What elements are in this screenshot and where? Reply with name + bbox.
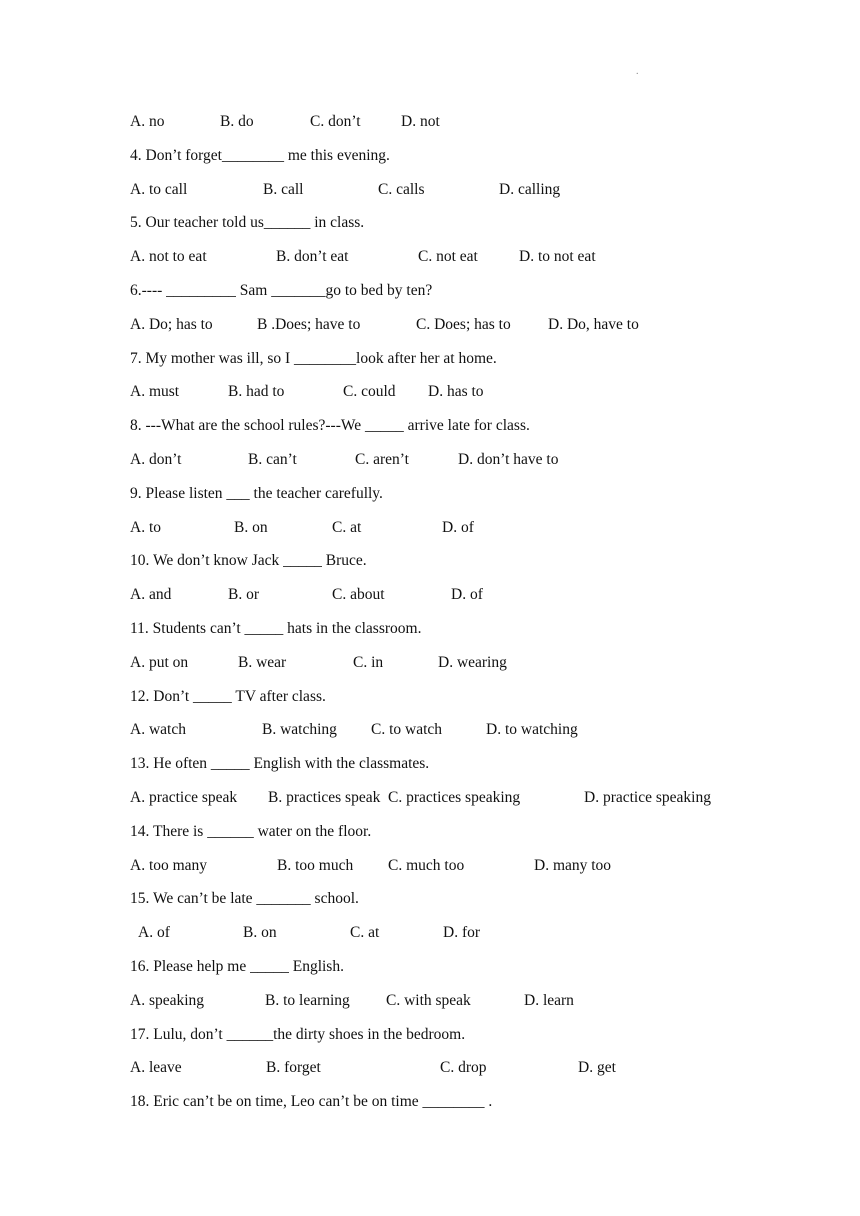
option-b: B. to learning	[265, 991, 350, 1009]
option-b: B .Does; have to	[257, 315, 361, 333]
question-text: 15. We can’t be late _______ school.	[130, 890, 359, 908]
option-d: D. of	[451, 586, 483, 604]
option-b: B. practices speak	[268, 789, 381, 806]
option-row	[130, 110, 750, 134]
option-d: D. don’t have to	[458, 451, 559, 468]
option-d: D. many too	[534, 856, 612, 874]
option-a: A. not to eat	[130, 248, 207, 266]
option-c: C. drop	[440, 1059, 487, 1077]
question-text: 17. Lulu, don’t ______the dirty shoes in the bedroom.	[130, 1025, 466, 1043]
option-b: B. watching	[262, 721, 337, 739]
option-b: B. do	[220, 113, 254, 130]
option-d: D. practice speaking	[584, 789, 711, 806]
option-a: A. speaking	[130, 991, 205, 1009]
option-d: D. not	[401, 113, 440, 130]
option-a: A. of	[138, 924, 170, 942]
option-c: C. don’t	[310, 113, 361, 130]
option-a: A. leave	[130, 1059, 182, 1077]
option-b: B. on	[243, 924, 277, 942]
option-c: C. in	[353, 653, 384, 671]
option-d: D. of	[442, 518, 474, 536]
option-a: A. watch	[130, 721, 186, 739]
option-d: D. has to	[428, 383, 484, 401]
option-row	[130, 178, 750, 202]
question-text: 5. Our teacher told us______ in class.	[130, 214, 365, 232]
option-c: C. to watch	[371, 721, 443, 739]
option-row	[130, 651, 750, 675]
option-c: C. with speak	[386, 991, 471, 1009]
option-a: A. to	[130, 518, 161, 536]
question-text: 10. We don’t know Jack _____ Bruce.	[130, 552, 367, 570]
option-d: D. to watching	[486, 721, 578, 739]
question-text: 13. He often _____ English with the classmates.	[130, 755, 430, 773]
option-d: D. wearing	[438, 653, 507, 671]
question-text: 14. There is ______ water on the floor.	[130, 822, 372, 840]
option-a: A. no	[130, 113, 165, 130]
option-c: C. much too	[388, 856, 465, 874]
option-row	[130, 718, 750, 742]
option-b: B. forget	[266, 1059, 321, 1077]
option-c: C. practices speaking	[388, 789, 521, 806]
question-text: 16. Please help me _____ English.	[130, 958, 344, 975]
option-a: A. must	[130, 383, 180, 401]
question-text: 7. My mother was ill, so I ________look after her at home.	[130, 349, 497, 367]
option-row	[130, 245, 750, 269]
option-a: A. don’t	[130, 451, 182, 468]
question-text: 12. Don’t _____ TV after class.	[130, 687, 326, 705]
option-row	[130, 516, 750, 540]
option-b: B. on	[234, 518, 268, 536]
question-text: 11. Students can’t _____ hats in the classroom.	[130, 620, 422, 637]
option-row	[130, 854, 750, 878]
option-d: D. for	[443, 924, 481, 942]
question-text: 4. Don’t forget________ me this evening.	[130, 146, 390, 164]
question-text: 18. Eric can’t be on time, Leo can’t be on time ________ .	[130, 1093, 493, 1111]
option-c: C. Does; has to	[416, 315, 511, 333]
option-c: C. at	[332, 518, 362, 536]
option-b: B. too much	[277, 856, 354, 874]
option-c: C. calls	[378, 180, 425, 198]
question-text: 8. ---What are the school rules?---We _____ arrive late for class.	[130, 417, 530, 435]
option-a: A. too many	[130, 856, 208, 874]
option-a: A. Do; has to	[130, 315, 213, 333]
option-c: C. aren’t	[355, 451, 409, 468]
option-c: C. not eat	[418, 248, 478, 266]
option-row	[130, 786, 750, 810]
option-b: B. or	[228, 586, 259, 604]
option-a: A. to call	[130, 180, 188, 198]
option-c: C. about	[332, 586, 385, 604]
question-text: 9. Please listen ___ the teacher carefully.	[130, 484, 383, 502]
option-row	[130, 1056, 750, 1080]
option-row	[130, 989, 750, 1013]
option-row	[130, 380, 750, 404]
option-b: B. can’t	[248, 451, 297, 468]
page-marker: .	[636, 66, 639, 77]
option-row	[130, 448, 750, 472]
option-b: B. call	[263, 180, 304, 198]
option-d: D. Do, have to	[548, 315, 639, 333]
option-d: D. to not eat	[519, 248, 596, 266]
option-c: C. at	[350, 924, 380, 942]
option-b: B. don’t eat	[276, 248, 349, 266]
option-b: B. wear	[238, 653, 287, 671]
option-a: A. and	[130, 586, 172, 604]
option-a: A. practice speak	[130, 789, 238, 806]
option-c: C. could	[343, 383, 396, 401]
option-row	[130, 583, 750, 607]
option-d: D. get	[578, 1059, 616, 1077]
option-d: D. learn	[524, 991, 574, 1009]
option-row	[130, 921, 750, 945]
option-b: B. had to	[228, 383, 285, 401]
option-row	[130, 313, 750, 337]
option-a: A. put on	[130, 653, 189, 671]
option-d: D. calling	[499, 180, 561, 198]
question-text: 6.---- _________ Sam _______go to bed by ten?	[130, 282, 433, 299]
